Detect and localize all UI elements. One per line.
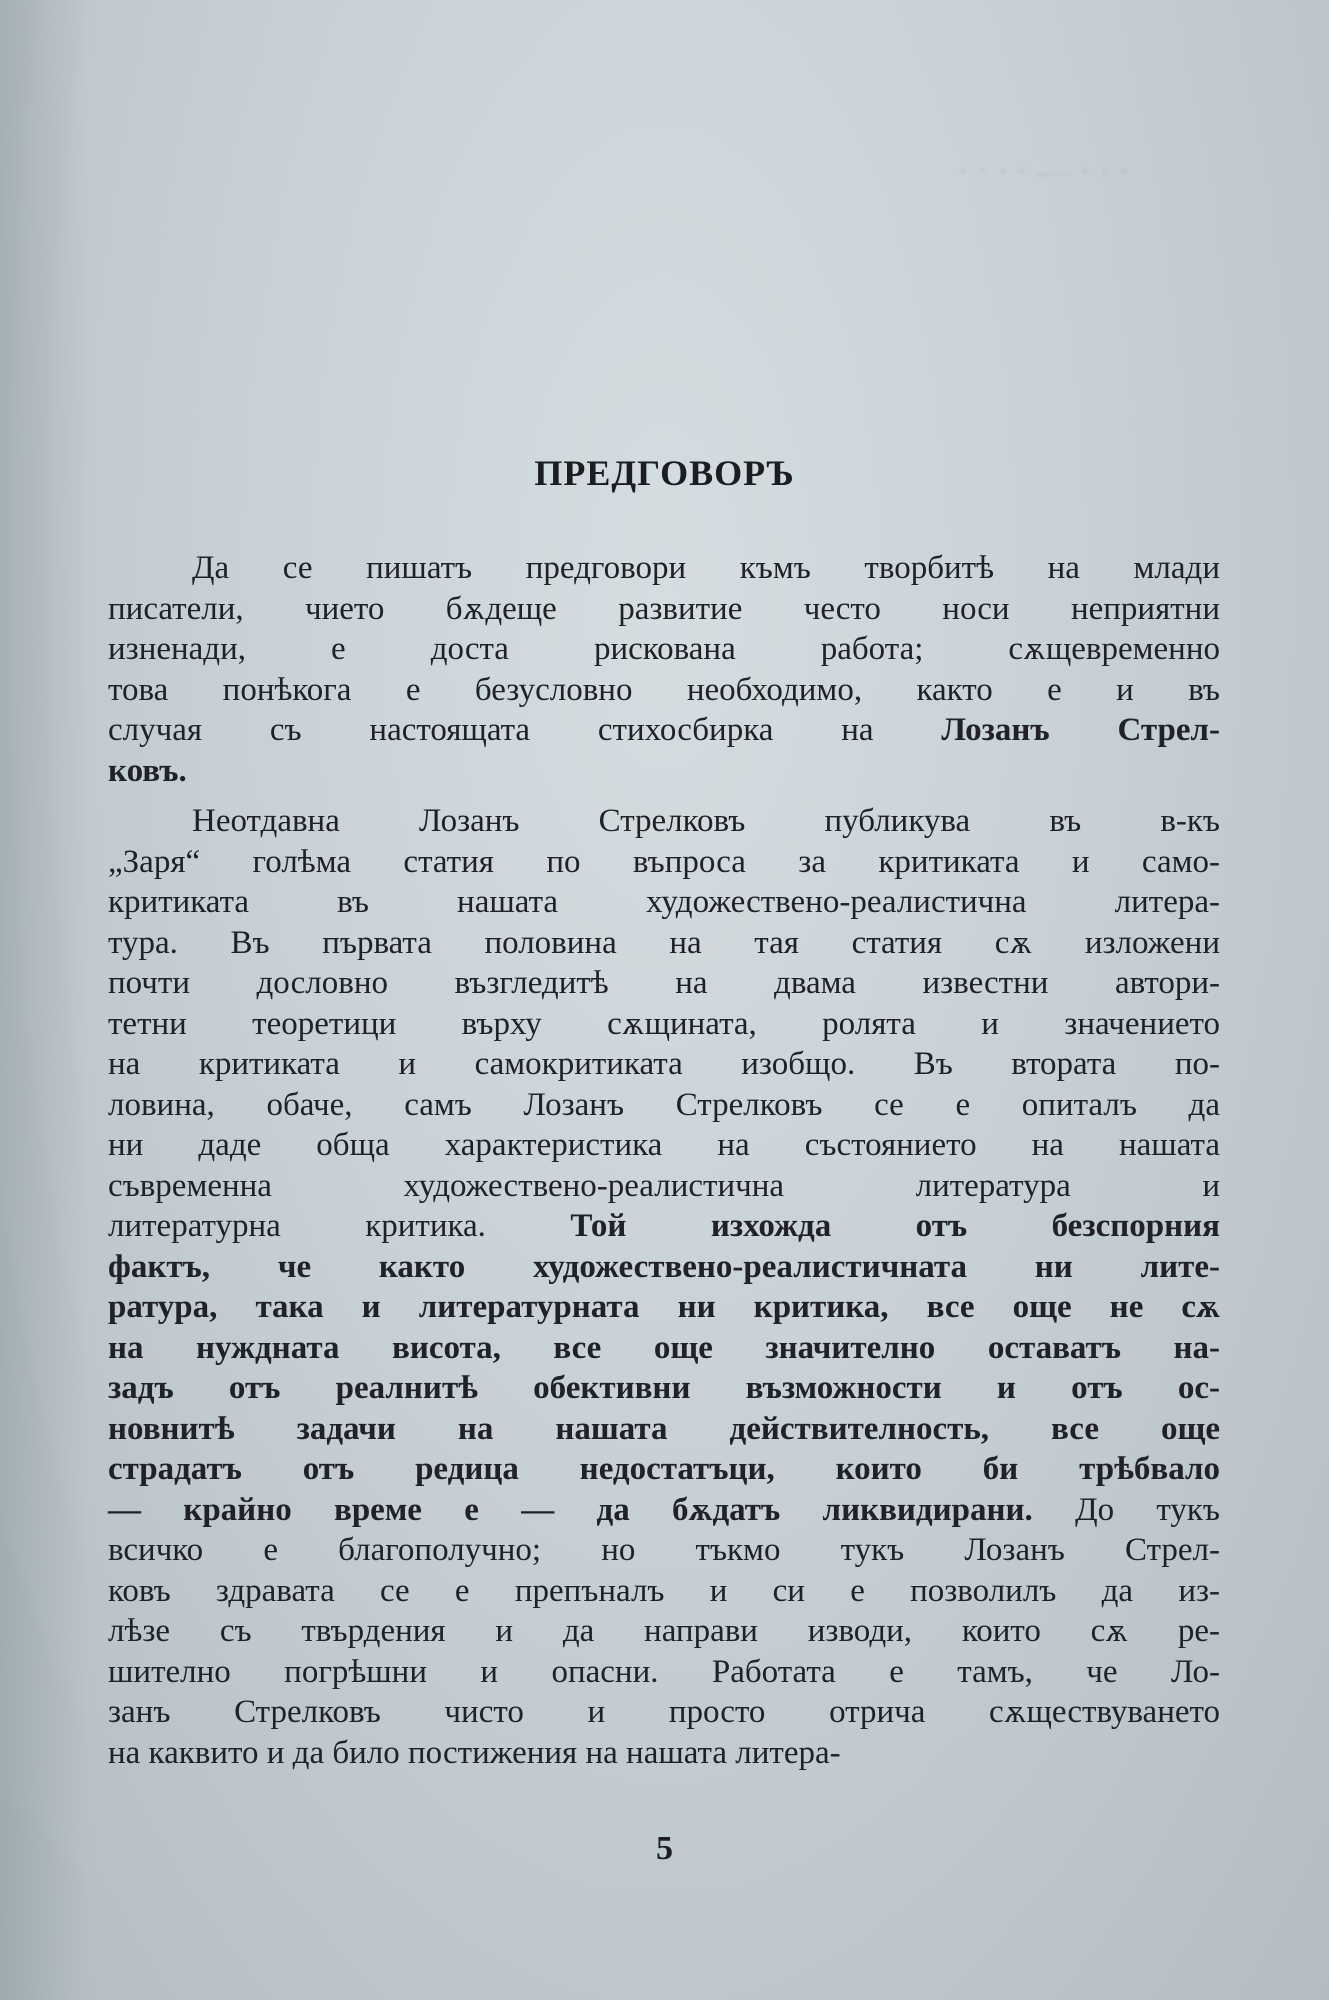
text-line bbox=[108, 1652, 1220, 1693]
line-text: „Заря“ голѣма статия по въпроса за критиката и само- bbox=[108, 843, 1220, 880]
text-line bbox=[108, 1206, 1220, 1247]
text-line bbox=[108, 801, 1220, 842]
text-line bbox=[108, 1287, 1220, 1328]
line-text: всичко е благополучно; но тъкмо тукъ Лозанъ Стрел- bbox=[108, 1532, 1220, 1568]
text-line bbox=[108, 1125, 1220, 1166]
line-bold-text: на нуждната висота, все още значително оставатъ на- bbox=[108, 1329, 1220, 1366]
text-line bbox=[108, 1530, 1220, 1571]
text-line bbox=[108, 1004, 1220, 1045]
line-bold-text: — крайно време е — да бѫдатъ ликвидирани. bbox=[108, 1491, 1033, 1528]
line-text: Неотдавна Лозанъ Стрелковъ публикува въ в-къ bbox=[192, 803, 1220, 839]
text-line bbox=[108, 1247, 1220, 1288]
show-through-text: · · · — · · · · bbox=[957, 153, 1130, 190]
line-text: съвременна художествено-реалистична литература и bbox=[108, 1167, 1220, 1204]
page-heading: ПРЕДГОВОРЪ bbox=[534, 453, 795, 493]
line-text: ни даде обща характеристика на състоянието на нашата bbox=[108, 1127, 1220, 1163]
line-bold-text: Лозанъ Стрел- bbox=[941, 712, 1221, 748]
line-text: критиката въ нашата художествено-реалистична литера- bbox=[108, 884, 1220, 920]
text-line bbox=[108, 1328, 1220, 1369]
text-line bbox=[108, 963, 1220, 1004]
text-line bbox=[108, 1368, 1220, 1409]
text-line bbox=[108, 842, 1220, 883]
line-text: занъ Стрелковъ чисто и просто отрича сѫществуването bbox=[108, 1694, 1220, 1730]
line-text: това понѣкога е безусловно необходимо, както е и въ bbox=[108, 671, 1220, 708]
text-line bbox=[108, 1733, 1220, 1774]
line-bold-text: задъ отъ реалнитѣ обективни възможности и отъ ос- bbox=[108, 1370, 1220, 1406]
line-text: изненади, е доста рискована работа; сѫщевременно bbox=[108, 631, 1220, 667]
line-text: ковъ здравата се е препъналъ и си е позволилъ да из- bbox=[108, 1572, 1220, 1609]
line-text: ловина, обаче, самъ Лозанъ Стрелковъ се е опиталъ да bbox=[108, 1086, 1220, 1123]
text-line bbox=[108, 670, 1220, 711]
line-bold-text: новнитѣ задачи на нашата действителность, все още bbox=[108, 1410, 1220, 1447]
text-line bbox=[108, 1166, 1220, 1207]
line-text: лѣзе съ твърдения и да направи изводи, които сѫ ре- bbox=[108, 1613, 1220, 1649]
text-line bbox=[108, 1490, 1220, 1531]
line-text: литературна критика. bbox=[108, 1208, 571, 1244]
page-gutter-shadow bbox=[0, 0, 90, 2000]
text-line bbox=[108, 629, 1220, 670]
text-line bbox=[108, 1692, 1220, 1733]
line-text: тетни теоретици върху сѫщината, ролята и значението bbox=[108, 1005, 1220, 1042]
line-text: на каквито и да било постижения на нашата литера- bbox=[108, 1734, 841, 1771]
text-line bbox=[108, 589, 1220, 630]
line-bold-text: Той изхожда отъ безспорния bbox=[570, 1208, 1220, 1244]
text-line bbox=[108, 1571, 1220, 1612]
line-text: почти дословно възгледитѣ на двама известни автори- bbox=[108, 965, 1220, 1001]
text-line bbox=[108, 1085, 1220, 1126]
text-line bbox=[108, 1611, 1220, 1652]
text-line bbox=[108, 1449, 1220, 1490]
line-bold-text: ковъ. bbox=[108, 752, 187, 789]
line-text: случая съ настоящата стихосбирка на bbox=[108, 712, 942, 748]
page-number: 5 bbox=[656, 1830, 673, 1867]
text-line bbox=[108, 882, 1220, 923]
text-line bbox=[108, 923, 1220, 964]
line-text: тура. Въ първата половина на тая статия сѫ изложени bbox=[108, 924, 1220, 961]
line-bold-text: страдатъ отъ редица недостатъци, които би трѣбвало bbox=[108, 1451, 1220, 1487]
paragraph-2 bbox=[108, 801, 1220, 1773]
line-text-after: До тукъ bbox=[1032, 1491, 1220, 1528]
body-text bbox=[108, 548, 1220, 1773]
line-text: писатели, чието бѫдеще развитие често носи неприятни bbox=[108, 590, 1220, 627]
text-line bbox=[108, 751, 1220, 792]
line-bold-text: ратура, така и литературната ни критика, все още не сѫ bbox=[108, 1289, 1220, 1325]
text-line bbox=[108, 1409, 1220, 1450]
text-line bbox=[108, 548, 1220, 589]
text-line bbox=[108, 710, 1220, 751]
line-text: шително погрѣшни и опасни. Работата е тамъ, че Ло- bbox=[108, 1653, 1220, 1690]
paragraph-1 bbox=[108, 548, 1220, 791]
line-text: Да се пишатъ предговори къмъ творбитѣ на млади bbox=[192, 550, 1220, 586]
text-line bbox=[108, 1044, 1220, 1085]
line-text: на критиката и самокритиката изобщо. Въ втората по- bbox=[108, 1046, 1220, 1082]
line-bold-text: фактъ, че както художествено-реалистичната ни лите- bbox=[108, 1248, 1220, 1285]
